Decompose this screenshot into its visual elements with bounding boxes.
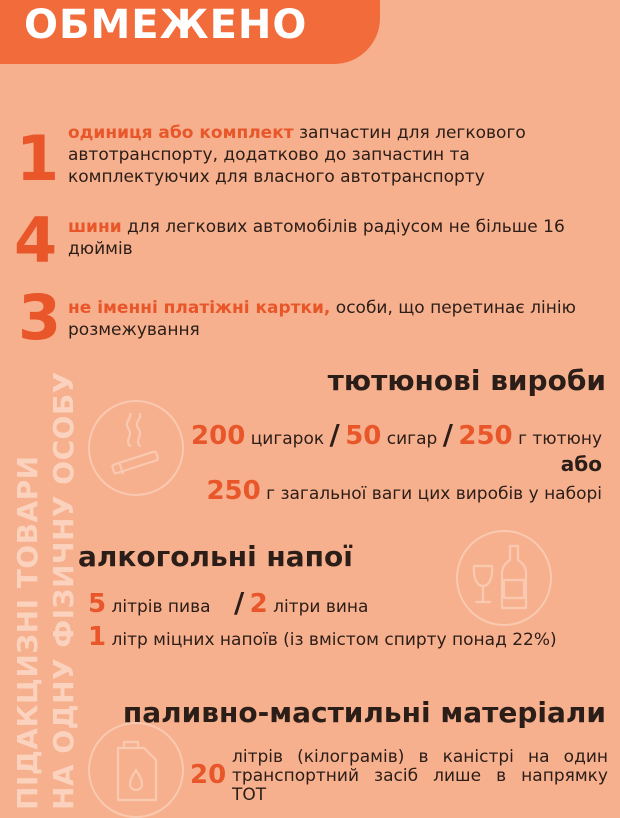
tobacco-cigars-number: 50 [345, 421, 382, 451]
vertical-label-line1: ПІДАКЦИЗНІ ТОВАРИ [11, 455, 44, 810]
alcohol-beer-number: 5 [88, 589, 107, 619]
wine-bottle-icon [456, 530, 552, 626]
alcohol-line-1 [88, 586, 368, 619]
item-3-text [68, 297, 588, 341]
alcohol-spirits-number: 1 [88, 622, 107, 652]
item-1-body: запчастин для легкового автотранспорту, додатково до запчастин та комплектуючих для власного автотранспорту [68, 123, 526, 187]
tobacco-set-unit: г загальної ваги цих виробів у наборі [266, 484, 602, 504]
tobacco-set-number: 250 [206, 476, 261, 506]
item-2-number: 4 [14, 204, 58, 277]
vertical-label-line2: НА ОДНУ ФІЗИЧНУ ОСОБУ [47, 371, 80, 810]
tobacco-separator-2: / [442, 418, 453, 451]
item-2-accent: шини [68, 217, 122, 237]
tobacco-cigarettes-number: 200 [191, 421, 246, 451]
banner-title: ОБМЕЖЕНО [24, 2, 308, 48]
alcohol-beer-unit: літрів пива [111, 597, 211, 617]
item-3-accent: не іменні платіжні картки, [68, 298, 331, 318]
tobacco-line-2 [206, 476, 602, 506]
item-2-body: для легкових автомобілів радіусом не більше 16 дюймів [68, 217, 565, 259]
tobacco-tobacco-unit: г тютюну [518, 429, 602, 449]
fuel-text: літрів (кілограмів) в каністрі на один транспортний засіб лише в напрямку ТОТ [232, 747, 608, 805]
alcohol-separator: / [233, 586, 245, 619]
vertical-label [10, 370, 82, 810]
alcohol-wine-number: 2 [249, 589, 268, 619]
tobacco-heading: тютюнові вироби [327, 364, 606, 397]
item-3-number: 3 [18, 281, 62, 354]
fuel-number: 20 [190, 760, 227, 790]
alcohol-heading: алкогольні напої [78, 540, 353, 573]
tobacco-separator-1: / [329, 418, 340, 451]
tobacco-or: або [560, 452, 602, 476]
cigarette-icon [88, 400, 184, 496]
tobacco-line-1 [191, 418, 602, 451]
tobacco-cigars-unit: сигар [386, 429, 438, 449]
alcohol-spirits-unit: літр міцних напоїв (із вмістом спирту понад 22%) [111, 630, 557, 650]
fuel-heading: паливно-мастильні матеріали [122, 696, 606, 729]
item-1-number: 1 [16, 122, 60, 195]
item-3-body: особи, що перетинає лінію розмежування [68, 298, 576, 340]
item-1-text [68, 122, 588, 188]
tobacco-cigarettes-unit: цигарок [250, 429, 325, 449]
alcohol-line-2 [88, 622, 557, 652]
fuel-canister-icon [88, 722, 184, 818]
alcohol-wine-unit: літри вина [273, 597, 369, 617]
item-1-accent: одиниця або комплект [68, 123, 294, 143]
tobacco-tobacco-number: 250 [458, 421, 513, 451]
item-2-text [68, 216, 588, 260]
